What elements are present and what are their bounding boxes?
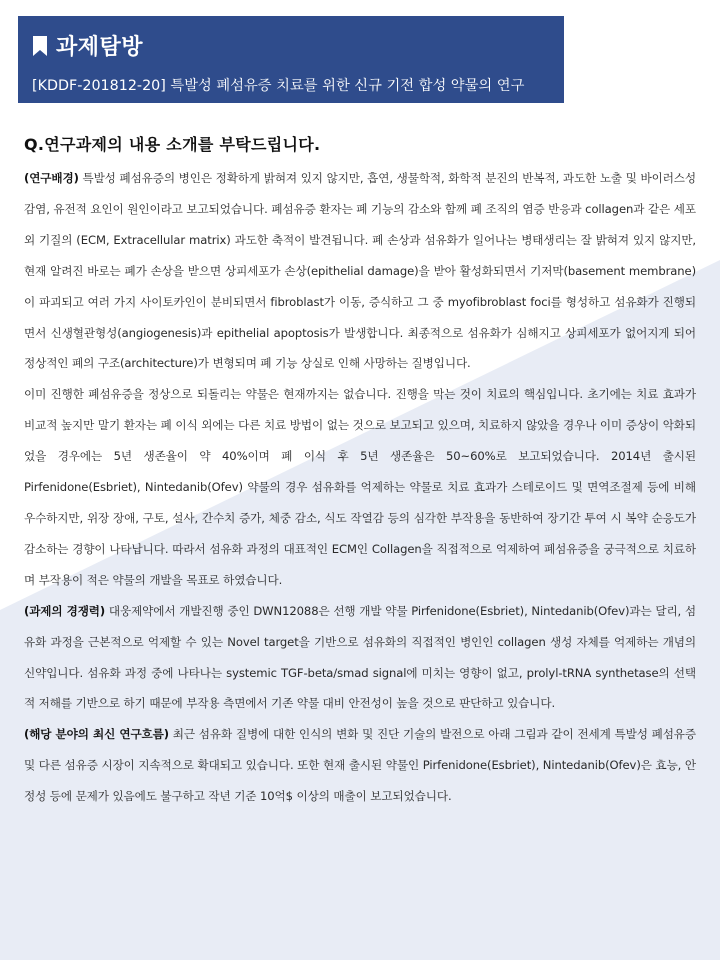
paragraph-research-trend (24, 719, 696, 812)
paragraph-label: (연구배경) (24, 171, 79, 185)
bookmark-icon (32, 36, 48, 56)
paragraph-label: (과제의 경쟁력) (24, 603, 106, 618)
header-title-row (32, 30, 552, 61)
paragraph-text: 최근 섬유화 질병에 대한 인식의 변화 및 진단 기술의 발전으로 아래 그림과 같이 전세계 특발성 폐섬유증 및 다른 섬유증 시장이 지속적으로 확대되고 있습니다. 또한 현재 출시된 약물인 Pirfenidone(Esbriet), Nintedanib(Ofev)은 효능, 안정성 등에 문제가 있음에도 불구하고 작년 기준 10억$ 이상의 매출이 보고되었습니다. (24, 727, 696, 804)
question-heading: Q.연구과제의 내용 소개를 부탁드립니다. (24, 135, 321, 154)
paragraph-competitiveness (24, 596, 696, 720)
paragraph-text: 특발성 폐섬유증의 병인은 정확하게 밝혀져 있지 않지만, 흡연, 생물학적, 화학적 분진의 반복적, 과도한 노출 및 바이러스성 감염, 유전적 요인이 원인이라고 보고되었습니다. 폐섬유증 환자는 폐 기능의 감소와 함께 폐 조직의 염증 반응과 collagen과 같은 세포외 기질의 (ECM, Extracellular matrix) 과도한 축적이 발견됩니다. 폐 손상과 섬유화가 일어나는 병태생리는 잘 밝혀져 있지 않지만, 현재 알려진 바로는 폐가 손상을 받으면 상피세포가 손상(epithelial damage)을 받아 활성화되면서 기저막(basement membrane)이 파괴되고 여러 가지 사이토카인이 분비되면서 fibroblast가 이동, 증식하고 그 중 myofibroblast foci를 형성하고 섬유화가 진행되면서 신생혈관형성(angiogenesis)과 epithelial apoptosis가 발생합니다. 최종적으로 섬유화가 심해지고 상피세포가 없어지게 되어 정상적인 폐의 구조(architecture)가 변형되며 폐 기능 상실로 인해 사망하는 질병입니다. (24, 171, 696, 371)
paragraph-label: (해당 분야의 최신 연구흐름) (24, 727, 169, 742)
article-body (24, 132, 696, 812)
header-subtitle: [KDDF-201812-20] 특발성 폐섬유증 치료를 위한 신규 기전 합성 약물의 연구 (32, 78, 525, 94)
paragraph-treatment (24, 379, 696, 595)
header-banner (18, 16, 564, 103)
header-title: 과제탐방 (56, 35, 144, 60)
paragraph-text: 대웅제약에서 개발진행 중인 DWN12088은 선행 개발 약물 Pirfenidone(Esbriet), Nintedanib(Ofev)과는 달리, 섬유화 과정을 근본적으로 억제할 수 있는 Novel target을 기반으로 섬유화의 직접적인 병인인 collagen 생성 자체를 억제하는 개념의 신약입니다. 섬유화 과정 중에 나타나는 systemic TGF-beta/smad signal에 미치는 영향이 없고, prolyl-tRNA synthetase의 선택적 저해를 기반으로 하기 때문에 부작용 측면에서 기존 약물 대비 안전성이 높을 것으로 판단하고 있습니다. (24, 603, 696, 711)
paragraph-text: 이미 진행한 폐섬유증을 정상으로 되돌리는 약물은 현재까지는 없습니다. 진행을 막는 것이 치료의 핵심입니다. 초기에는 치료 효과가 비교적 높지만 말기 환자는 폐 이식 외에는 다른 치료 방법이 없는 것으로 보고되고 있으며, 치료하지 않았을 경우나 이미 증상이 악화되었을 경우에는 5년 생존율이 약 40%이며 폐 이식 후 5년 생존율은 50~60%로 보고되었습니다. 2014년 출시된 Pirfenidone(Esbriet), Nintedanib(Ofev) 약물의 경우 섬유화를 억제하는 약물로 치료 효과가 스테로이드 및 면역조절제 등에 비해 우수하지만, 위장 장애, 구토, 설사, 간수치 증가, 체중 감소, 식도 작열감 등의 심각한 부작용을 동반하여 장기간 투여 시 복약 순응도가 감소하는 경향이 나타납니다. 따라서 섬유화 과정의 대표적인 ECM인 Collagen을 직접적으로 억제하여 폐섬유증을 궁극적으로 치료하며 부작용이 적은 약물의 개발을 목표로 하였습니다. (24, 387, 696, 587)
paragraph-background (24, 163, 696, 379)
